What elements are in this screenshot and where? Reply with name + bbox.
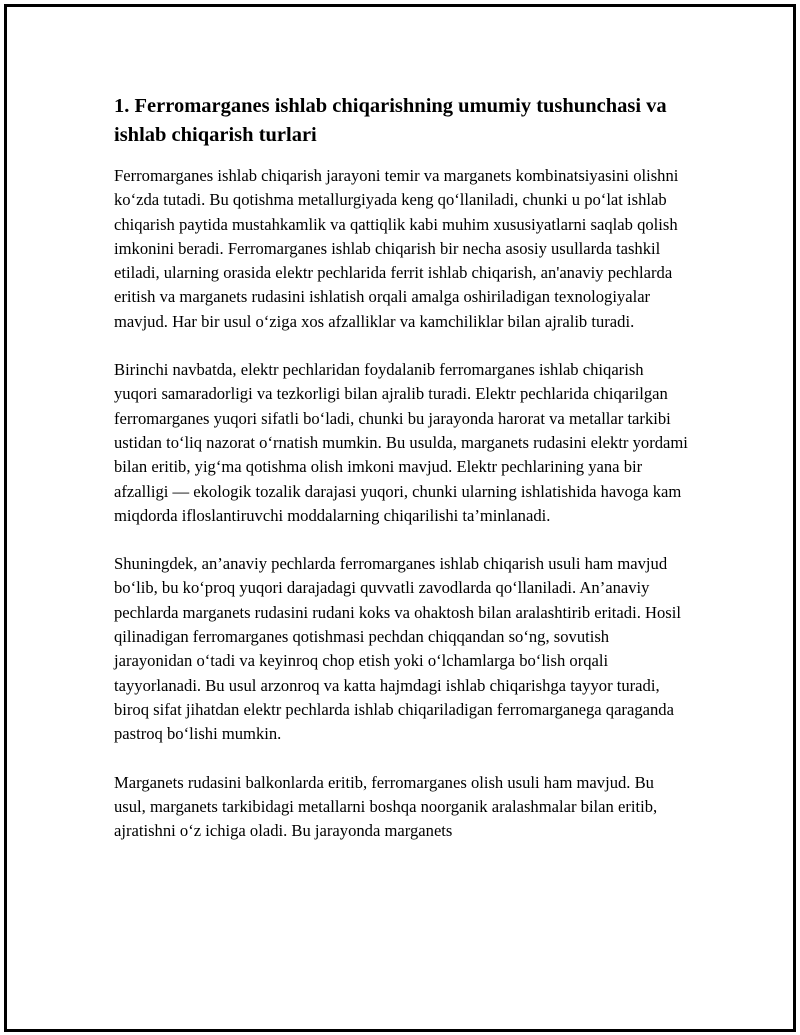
section-heading: 1. Ferromarganes ishlab chiqarishning umumiy tushunchasi va ishlab chiqarish turlari	[114, 95, 667, 146]
paragraph-3: Shuningdek, an’anaviy pechlarda ferromarganes ishlab chiqarish usuli ham mavjud bo‘lib, bu ko‘proq yuqori darajadagi quvvatli zavodlarda qo‘llaniladi. An’anaviy pechlarda marganets rudasini rudani koks va ohaktosh bilan aralashtirib eritadi. Hosil qilinadigan ferromarganes qotishmasi pechdan chiqqandan so‘ng, sovutish jarayonidan o‘tadi va keyinroq chop etish yoki o‘lchamlarga bo‘lish orqali tayyorlanadi. Bu usul arzonroq va katta hajmdagi ishlab chiqarishga tayyor turadi, biroq sifat jihatdan elektr pechlarda ishlab chiqariladigan ferromarganega qaraganda pastroq bo‘lishi mumkin.	[114, 554, 681, 744]
paragraph-4: Marganets rudasini balkonlarda eritib, ferromarganes olish usuli ham mavjud. Bu usul, marganets tarkibidagi metallarni boshqa noorganik aralashmalar bilan eritib, ajratishni o‘z ichiga oladi. Bu jarayonda marganets	[114, 772, 658, 841]
document-body	[114, 92, 689, 867]
paragraph-1: Ferromarganes ishlab chiqarish jarayoni temir va marganets kombinatsiyasini olishni ko‘zda tutadi. Bu qotishma metallurgiyada keng qo‘llaniladi, chunki u po‘lat ishlab chiqarish paytida mustahkamlik va qattiqlik kabi muhim xususiyatlarni saqlab qolish imkonini beradi. Ferromarganes ishlab chiqarish bir necha asosiy usullarda tashkil etiladi, ularning orasida elektr pechlarida ferrit ishlab chiqarish, an'anaviy pechlarda eritish va marganets rudasini ishlatish orqali amalga oshiriladigan texnologiyalar mavjud. Har bir usul o‘ziga xos afzalliklar va kamchiliklar bilan ajralib turadi.	[114, 166, 679, 331]
paragraph-2: Birinchi navbatda, elektr pechlaridan foydalanib ferromarganes ishlab chiqarish yuqori samaradorligi va tezkorligi bilan ajralib turadi. Elektr pechlarida chiqarilgan ferromarganes yuqori sifatli bo‘ladi, chunki bu jarayonda harorat va metallar tarkibi ustidan to‘liq nazorat o‘rnatish mumkin. Bu usulda, marganets rudasini elektr yordami bilan eritib, yig‘ma qotishma olish imkoni mavjud. Elektr pechlarining yana bir afzalligi — ekologik tozalik darajasi yuqori, chunki ularning ishlatishida havoga kam miqdorda ifloslantiruvchi moddalarning chiqarilishi ta’minlanadi.	[114, 360, 688, 525]
